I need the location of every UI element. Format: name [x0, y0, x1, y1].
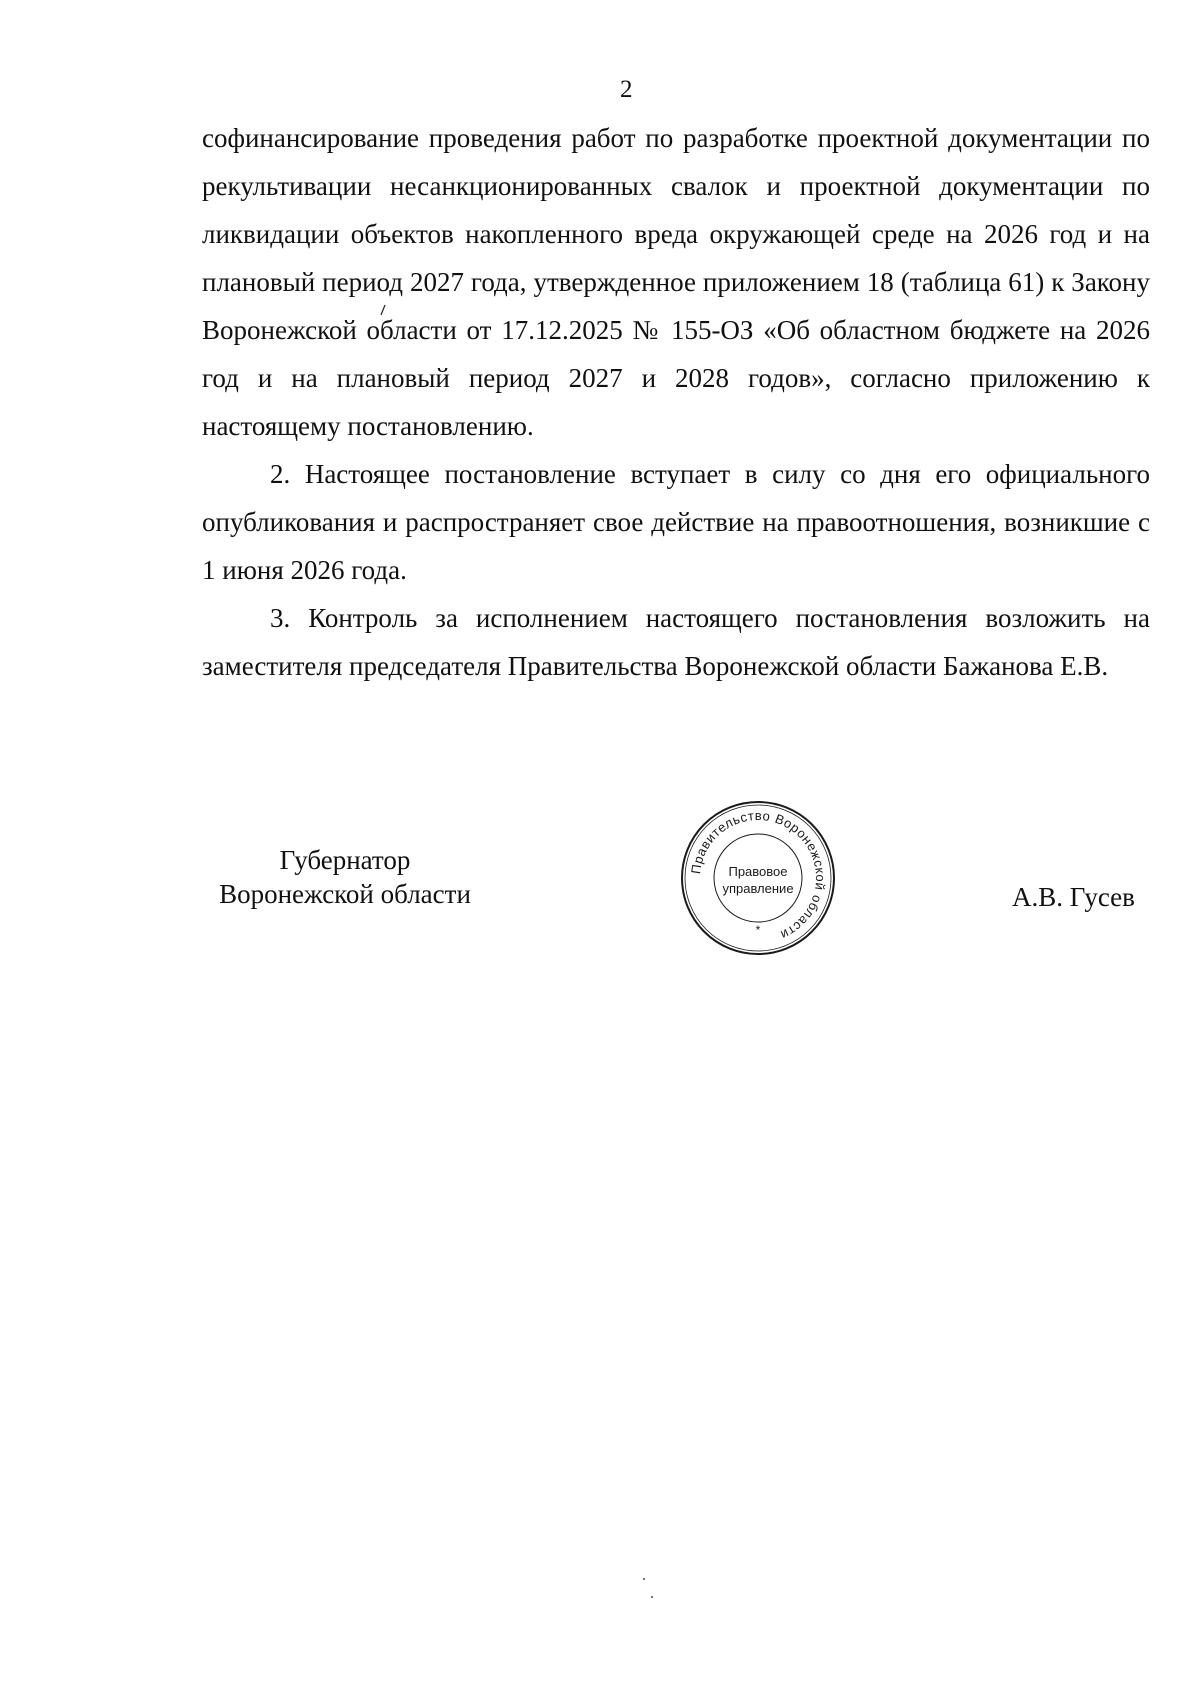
document-body — [202, 114, 1150, 690]
official-seal — [678, 798, 838, 958]
seal-star: * — [755, 923, 761, 937]
paragraph-3: 3. Контроль за исполнением настоящего постановления возложить на заместителя председателя Правительства Воронежской области Бажанова Е.В. — [202, 603, 1150, 681]
seal-inner-line-2: управление — [722, 881, 794, 896]
seal-outer-text: Правительство Воронежской области — [688, 807, 829, 943]
page-number: 2 — [620, 76, 633, 103]
scan-artifact-marks — [640, 1575, 660, 1605]
position-line-1: Губернатор — [279, 845, 411, 875]
pen-mark — [380, 292, 386, 304]
seal-inner-line-1: Правовое — [728, 864, 788, 879]
signatory-name: А.В. Гусев — [1012, 882, 1135, 912]
signatory-position — [200, 843, 490, 911]
position-line-2: Воронежской области — [219, 879, 471, 909]
paragraph-2: 2. Настоящее постановление вступает в силу со дня его официального опубликования и распространяет свое действие на правоотношения, возникшие с 1 июня 2026 года. — [202, 459, 1150, 585]
paragraph-1: софинансирование проведения работ по разработке проектной документации по рекультивации несанкционированных свалок и проектной документации по ликвидации объектов накопленного вреда окружающей среде на 2026 год и на плановый период 2027 года, утвержденное приложением 18 (таблица 61) к Закону Воронежской области от 17.12.2025 № 155-ОЗ «Об областном бюджете на 2026 год и на плановый период 2027 и 2028 годов», согласно приложению к настоящему постановлению. — [202, 123, 1150, 441]
